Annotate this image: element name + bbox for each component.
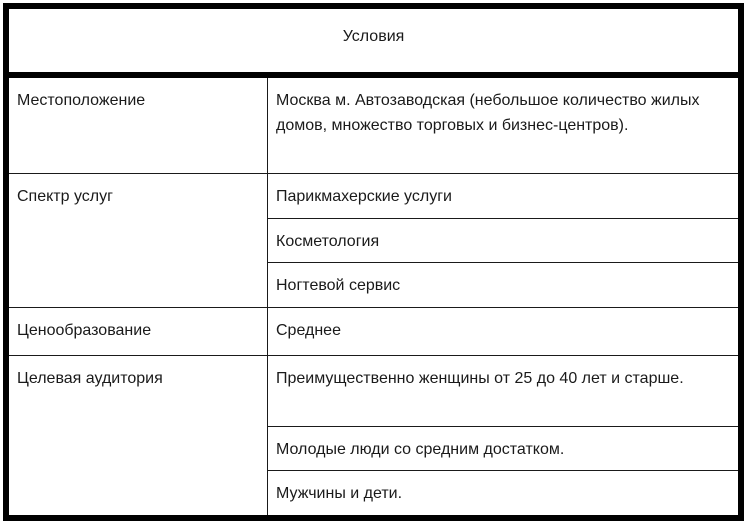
- table-header: [9, 9, 738, 72]
- conditions-table: [9, 78, 738, 515]
- row-value-audience-young: Молодые люди со средним достатком.: [276, 441, 565, 458]
- row-value-services-cosmetology: Косметология: [276, 233, 380, 250]
- row-label-pricing: Ценообразование: [17, 322, 152, 339]
- row-label-location: Местоположение: [17, 92, 146, 109]
- conditions-table-frame: [3, 3, 744, 521]
- row-value-services-hair: Парикмахерские услуги: [276, 188, 452, 205]
- row-value-services-nails: Ногтевой сервис: [276, 277, 401, 294]
- row-value-pricing: Среднее: [276, 322, 341, 339]
- row-label-audience: Целевая аудитория: [17, 370, 163, 387]
- row-value-location: Москва м. Автозаводская (небольшое количество жилых домов, множество торговых и бизнес-центров).: [276, 92, 700, 134]
- row-label-services: Спектр услуг: [17, 188, 113, 205]
- table-title: Условия: [342, 28, 405, 45]
- row-value-audience-women: Преимущественно женщины от 25 до 40 лет и старше.: [276, 370, 684, 387]
- row-value-audience-men-children: Мужчины и дети.: [276, 485, 403, 502]
